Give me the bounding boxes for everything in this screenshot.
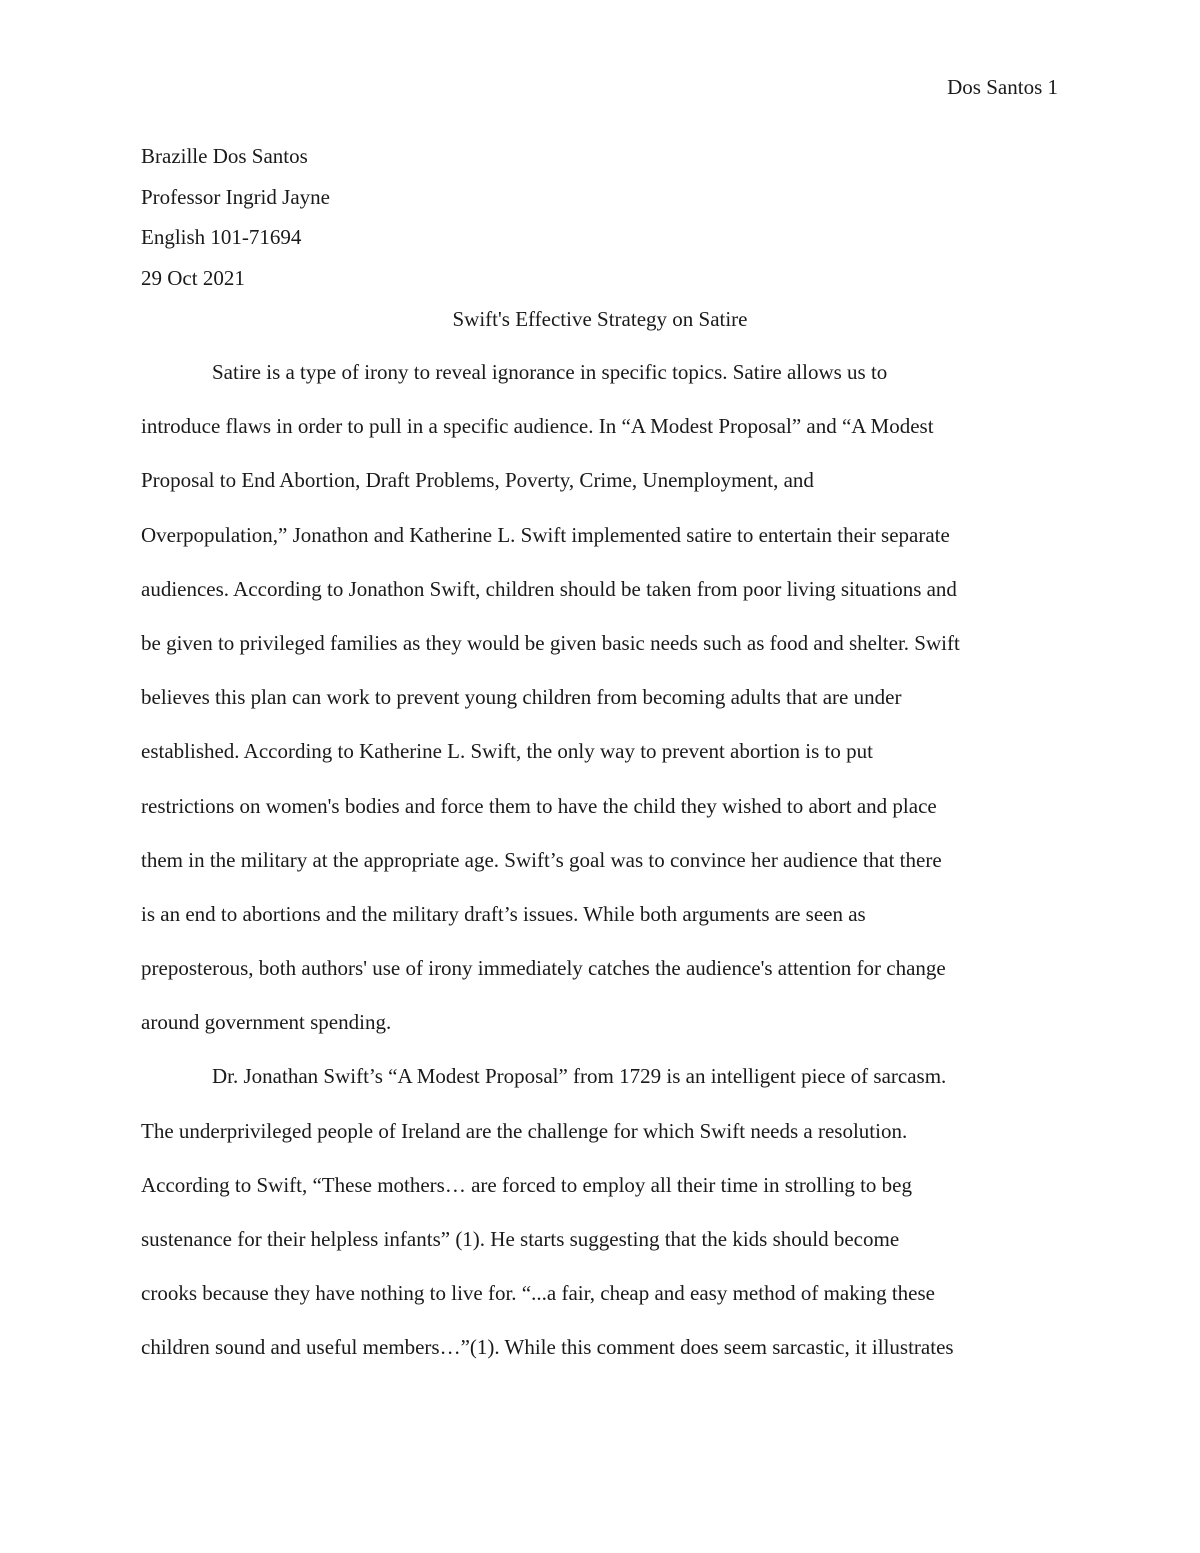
essay-title: Swift's Effective Strategy on Satire <box>452 307 748 331</box>
text-line: The underprivileged people of Ireland are the challenge for which Swift needs a resolution. <box>141 1118 908 1143</box>
text-line: Proposal to End Abortion, Draft Problems, Poverty, Crime, Unemployment, and <box>141 468 814 493</box>
text-line: around government spending. <box>141 1010 392 1035</box>
text-line: Overpopulation,” Jonathon and Katherine L. Swift implemented satire to entertain their separate <box>141 522 950 547</box>
essay-body <box>141 359 1061 1389</box>
text-line: Satire is a type of irony to reveal ignorance in specific topics. Satire allows us to <box>212 360 888 384</box>
paragraph-1 <box>141 359 1061 1063</box>
text-line: sustenance for their helpless infants” (1). He starts suggesting that the kids should become <box>141 1227 900 1251</box>
text-line: audiences. According to Jonathon Swift, children should be taken from poor living situations and <box>141 576 957 601</box>
text-line: them in the military at the appropriate age. Swift’s goal was to convince her audience that there <box>141 847 942 872</box>
text-line: believes this plan can work to prevent young children from becoming adults that are under <box>141 685 902 710</box>
text-line: restrictions on women's bodies and force them to have the child they wished to abort and place <box>141 793 937 818</box>
text-line: introduce flaws in order to pull in a specific audience. In “A Modest Proposal” and “A Modest <box>141 414 934 439</box>
text-line: is an end to abortions and the military draft’s issues. While both arguments are seen as <box>141 901 866 926</box>
professor-name: Professor Ingrid Jayne <box>141 184 330 209</box>
course-name: English 101-71694 <box>141 225 302 250</box>
text-line: crooks because they have nothing to live for. “...a fair, cheap and easy method of making these <box>141 1281 935 1306</box>
text-line: children sound and useful members…”(1). While this comment does seem sarcastic, it illustrates <box>141 1335 954 1360</box>
running-head: Dos Santos 1 <box>947 75 1058 99</box>
text-line: be given to privileged families as they would be given basic needs such as food and shelter. Swift <box>141 630 960 655</box>
text-line: Dr. Jonathan Swift’s “A Modest Proposal” from 1729 is an intelligent piece of sarcasm. <box>212 1064 947 1089</box>
student-name: Brazille Dos Santos <box>141 144 308 168</box>
submission-date: 29 Oct 2021 <box>141 266 245 291</box>
text-line: According to Swift, “These mothers… are forced to employ all their time in strolling to beg <box>141 1172 912 1197</box>
paragraph-2 <box>141 1063 1061 1388</box>
mla-heading <box>141 143 1061 306</box>
text-line: established. According to Katherine L. Swift, the only way to prevent abortion is to put <box>141 739 873 764</box>
text-line: preposterous, both authors' use of irony immediately catches the audience's attention for change <box>141 956 946 981</box>
